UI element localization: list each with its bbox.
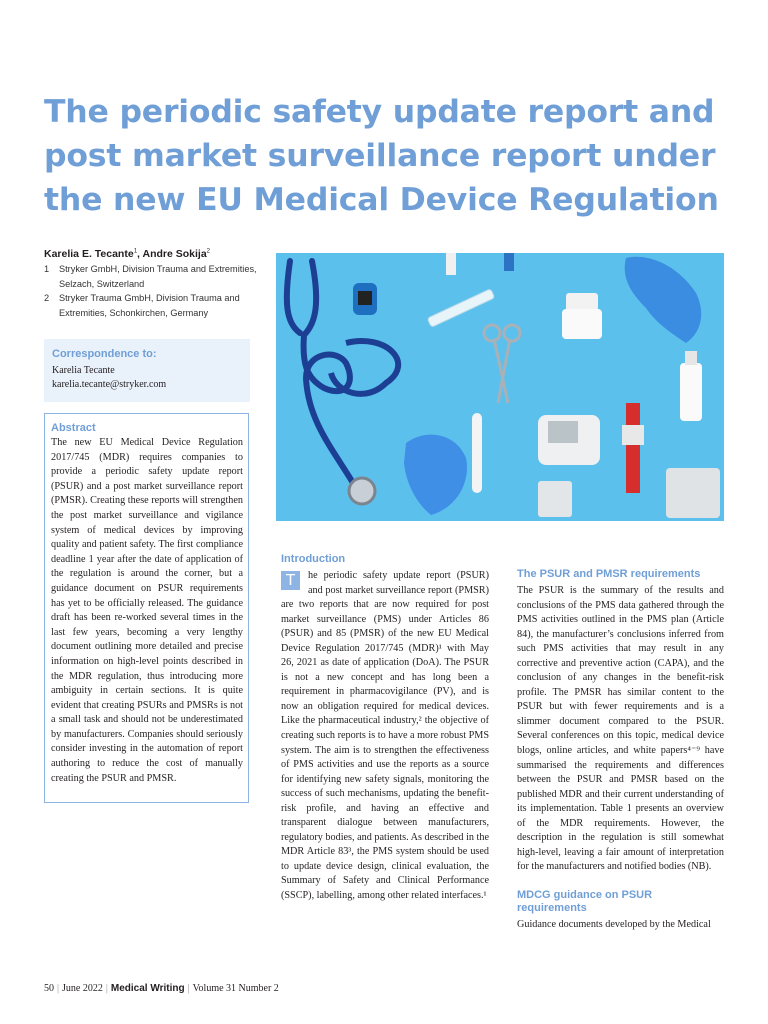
medical-devices-photo bbox=[276, 253, 724, 521]
affiliation-text: Stryker GmbH, Division Trauma and Extremities, Selzach, Switzerland bbox=[59, 264, 257, 289]
mdcg-text: Guidance documents developed by the Medical bbox=[517, 919, 711, 930]
volume-info: Volume 31 Number 2 bbox=[192, 983, 279, 994]
introduction-section bbox=[281, 553, 489, 904]
psur-pmsr-heading: The PSUR and PMSR requirements bbox=[517, 568, 701, 580]
article-title bbox=[44, 90, 734, 222]
affiliation bbox=[44, 262, 259, 291]
footer-separator: | bbox=[187, 983, 190, 994]
affiliation bbox=[44, 291, 259, 320]
title-line: the new EU Medical Device Regulation bbox=[44, 182, 719, 218]
psur-pmsr-section bbox=[517, 568, 724, 875]
affiliation-number: 1 bbox=[44, 264, 50, 274]
mdcg-heading: MDCG guidance on PSUR requirements bbox=[517, 889, 653, 914]
author-name: Karelia E. Tecante bbox=[44, 248, 134, 260]
mdcg-section bbox=[517, 889, 724, 933]
issue-date: June 2022 bbox=[62, 983, 103, 994]
page-number: 50 bbox=[44, 983, 54, 994]
introduction-heading: Introduction bbox=[281, 553, 346, 565]
author-separator: , bbox=[137, 248, 143, 260]
author-affil-mark: 1 bbox=[133, 248, 138, 255]
dropcap: T bbox=[281, 571, 300, 590]
introduction-body: he periodic safety update report (PSUR) and post market surveillance report (PMSR) are two reports that are now required for post market surveillance (PMS) under Articles 86 (PSUR) and 85 (PMSR) of the new EU Medical Device Regulation 2017/745 (MDR)¹ with May 26, 2021 as date of application (DoA). The PSUR is not a new concept and has long been a requirement in pharmacovigilance (PV), and is now an obligation required for medical devices. Like the pharmaceutical industry,² the objective of creating such reports is to have a more robust PMS system. The aim is to strengthen the effectiveness of PMS activities and use the reports as a source for identifying new safety signals, monitoring the success of such mechanisms, updating the benefit-risk profile, and having an effective and transparent dialogue between manufacturers, regulatory bodies, and patients. As described in the MDR Article 83³, the PMS system should be used to update device design, clinical evaluation, the Summary of Safety and Clinical Performance (SSCP), labelling, among other related interfaces.¹ bbox=[281, 570, 489, 902]
page-footer bbox=[44, 983, 279, 994]
author-affil-mark: 2 bbox=[206, 248, 211, 255]
authors bbox=[44, 248, 210, 260]
journal-name: Medical Writing bbox=[110, 983, 185, 994]
footer-separator: | bbox=[105, 983, 108, 994]
introduction-text bbox=[281, 569, 489, 904]
abstract-box bbox=[44, 413, 249, 803]
correspondence-heading: Correspondence to: bbox=[52, 348, 157, 360]
correspondence-email[interactable]: karelia.tecante@stryker.com bbox=[52, 379, 167, 390]
title-line: The periodic safety update report and bbox=[44, 94, 715, 130]
footer-separator: | bbox=[57, 983, 60, 994]
psur-pmsr-text: The PSUR is the summary of the results and conclusions of the PMS data gathered through the PMS activities outlined in the PMS plan (Article 84), the manufacturer’s conclusions inferred from such PMS activities that may result in any corrective and preventive action (CAPA), and the conclusion of any changes in the benefit-risk profile. The PMSR has similar content to the PSUR but with fewer requirements and is a slimmer document compared to the PSUR. Several conferences on this topic, medical device blogs, online articles, and white papers⁴⁻⁹ have summarised the requirements and differences between the PSUR and PMSR based on the published MDR and their current understanding of its implementation. Table 1 presents an overview of the MDR requirements. However, the description in the regulation is still somewhat high-level, leaving a fair amount of interpretation for the manufacturers and notified bodies (NB). bbox=[517, 585, 724, 873]
abstract-heading: Abstract bbox=[51, 422, 96, 434]
affiliation-text: Stryker Trauma GmbH, Division Trauma and Extremities, Schonkirchen, Germany bbox=[59, 293, 240, 318]
correspondence-box bbox=[44, 339, 250, 402]
abstract-text: The new EU Medical Device Regulation 2017/745 (MDR) requires companies to provide a periodic safety update report (PSUR) and a post market surveillance report (PMSR). Creating these reports will strengthen the post market surveillance and vigilance system of medical devices by improving quality and patient safety. The first compliance deadline 1 year after the date of application of the regulation is around the corner, but a guidance document on PSUR requirements has yet to be officially released. The guidance draft has been re-worked several times in the last few years, becoming a very lengthy document outlining more detailed and precise information on high-level points described in the MDR regulation, thus introducing more ambiguity in certain sections. It is quite evident that creating PSURs and PMSRs is not a small task and should not be underestimated by manufacturers. Companies should seriously consider investing in the automation of report authoring to reduce the cost of manually creating the PSUR and PMSR. bbox=[51, 437, 243, 784]
correspondence-name: Karelia Tecante bbox=[52, 365, 115, 376]
affiliation-number: 2 bbox=[44, 293, 50, 303]
author-name: Andre Sokija bbox=[142, 248, 207, 260]
title-line: post market surveillance report under bbox=[44, 138, 716, 174]
